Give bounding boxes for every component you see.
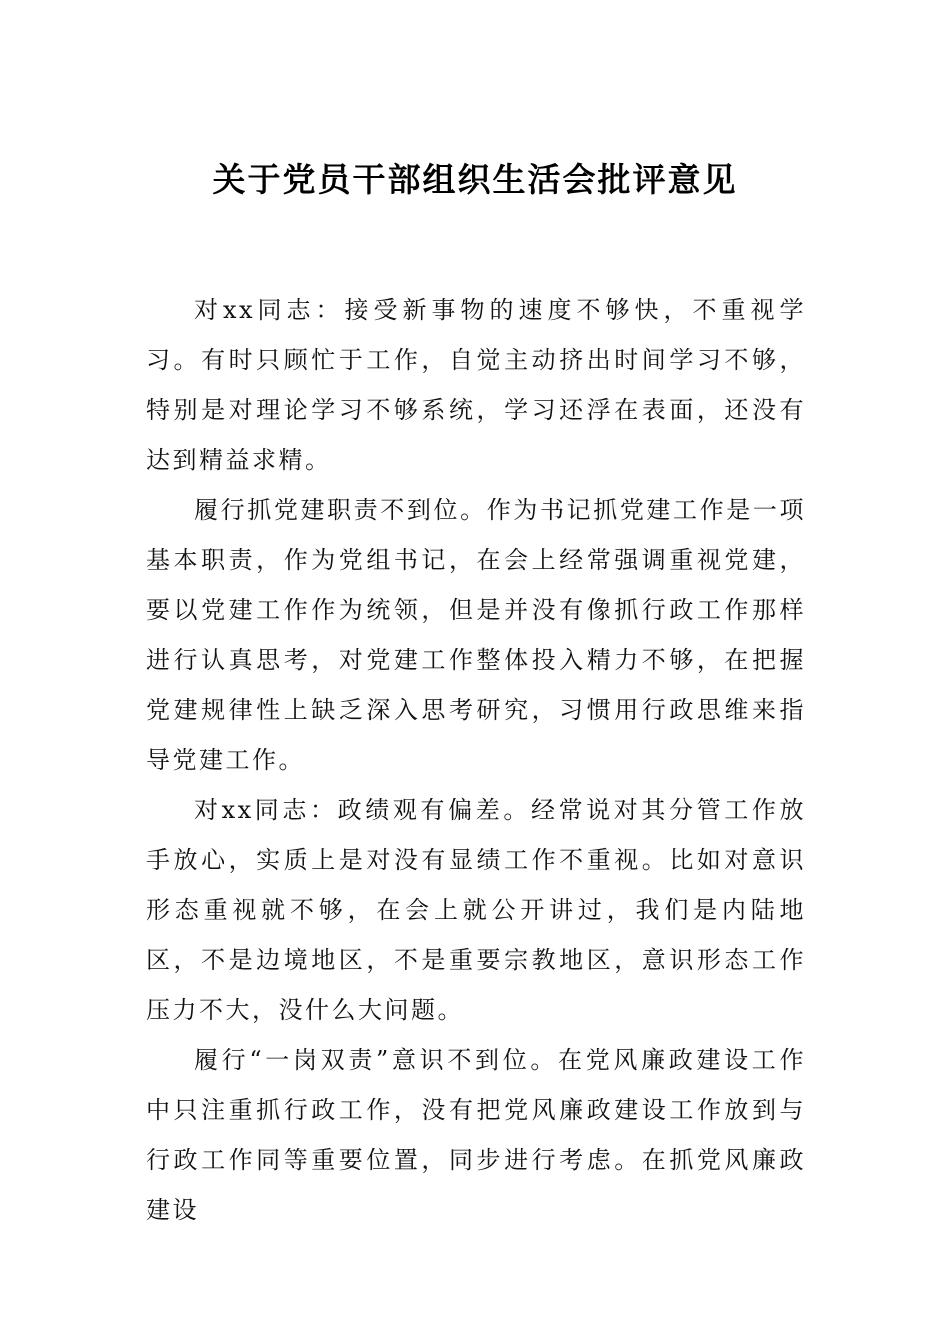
document-body <box>146 285 806 1235</box>
paragraph-1: 对xx同志：接受新事物的速度不够快，不重视学习。有时只顾忙于工作，自觉主动挤出时间学习不够，特别是对理论学习不够系统，学习还浮在表面，还没有达到精益求精。 <box>146 296 806 474</box>
paragraph-3: 对xx同志：政绩观有偏差。经常说对其分管工作放手放心，实质上是对没有显绩工作不重视。比如对意识形态重视就不够，在会上就公开讲过，我们是内陆地区，不是边境地区，不是重要宗教地区，意识形态工作压力不大，没什么大问题。 <box>146 796 806 1024</box>
document-title: 关于党员干部组织生活会批评意见 <box>212 160 738 199</box>
paragraph-2: 履行抓党建职责不到位。作为书记抓党建工作是一项基本职责，作为党组书记，在会上经常强调重视党建，要以党建工作作为统领，但是并没有像抓行政工作那样进行认真思考，对党建工作整体投入精力不够，在把握党建规律性上缺乏深入思考研究，习惯用行政思维来指导党建工作。 <box>146 496 806 774</box>
paragraph-4: 履行“一岗双责”意识不到位。在党风廉政建设工作中只注重抓行政工作，没有把党风廉政建设工作放到与行政工作同等重要位置，同步进行考虑。在抓党风廉政建设 <box>146 1046 806 1224</box>
